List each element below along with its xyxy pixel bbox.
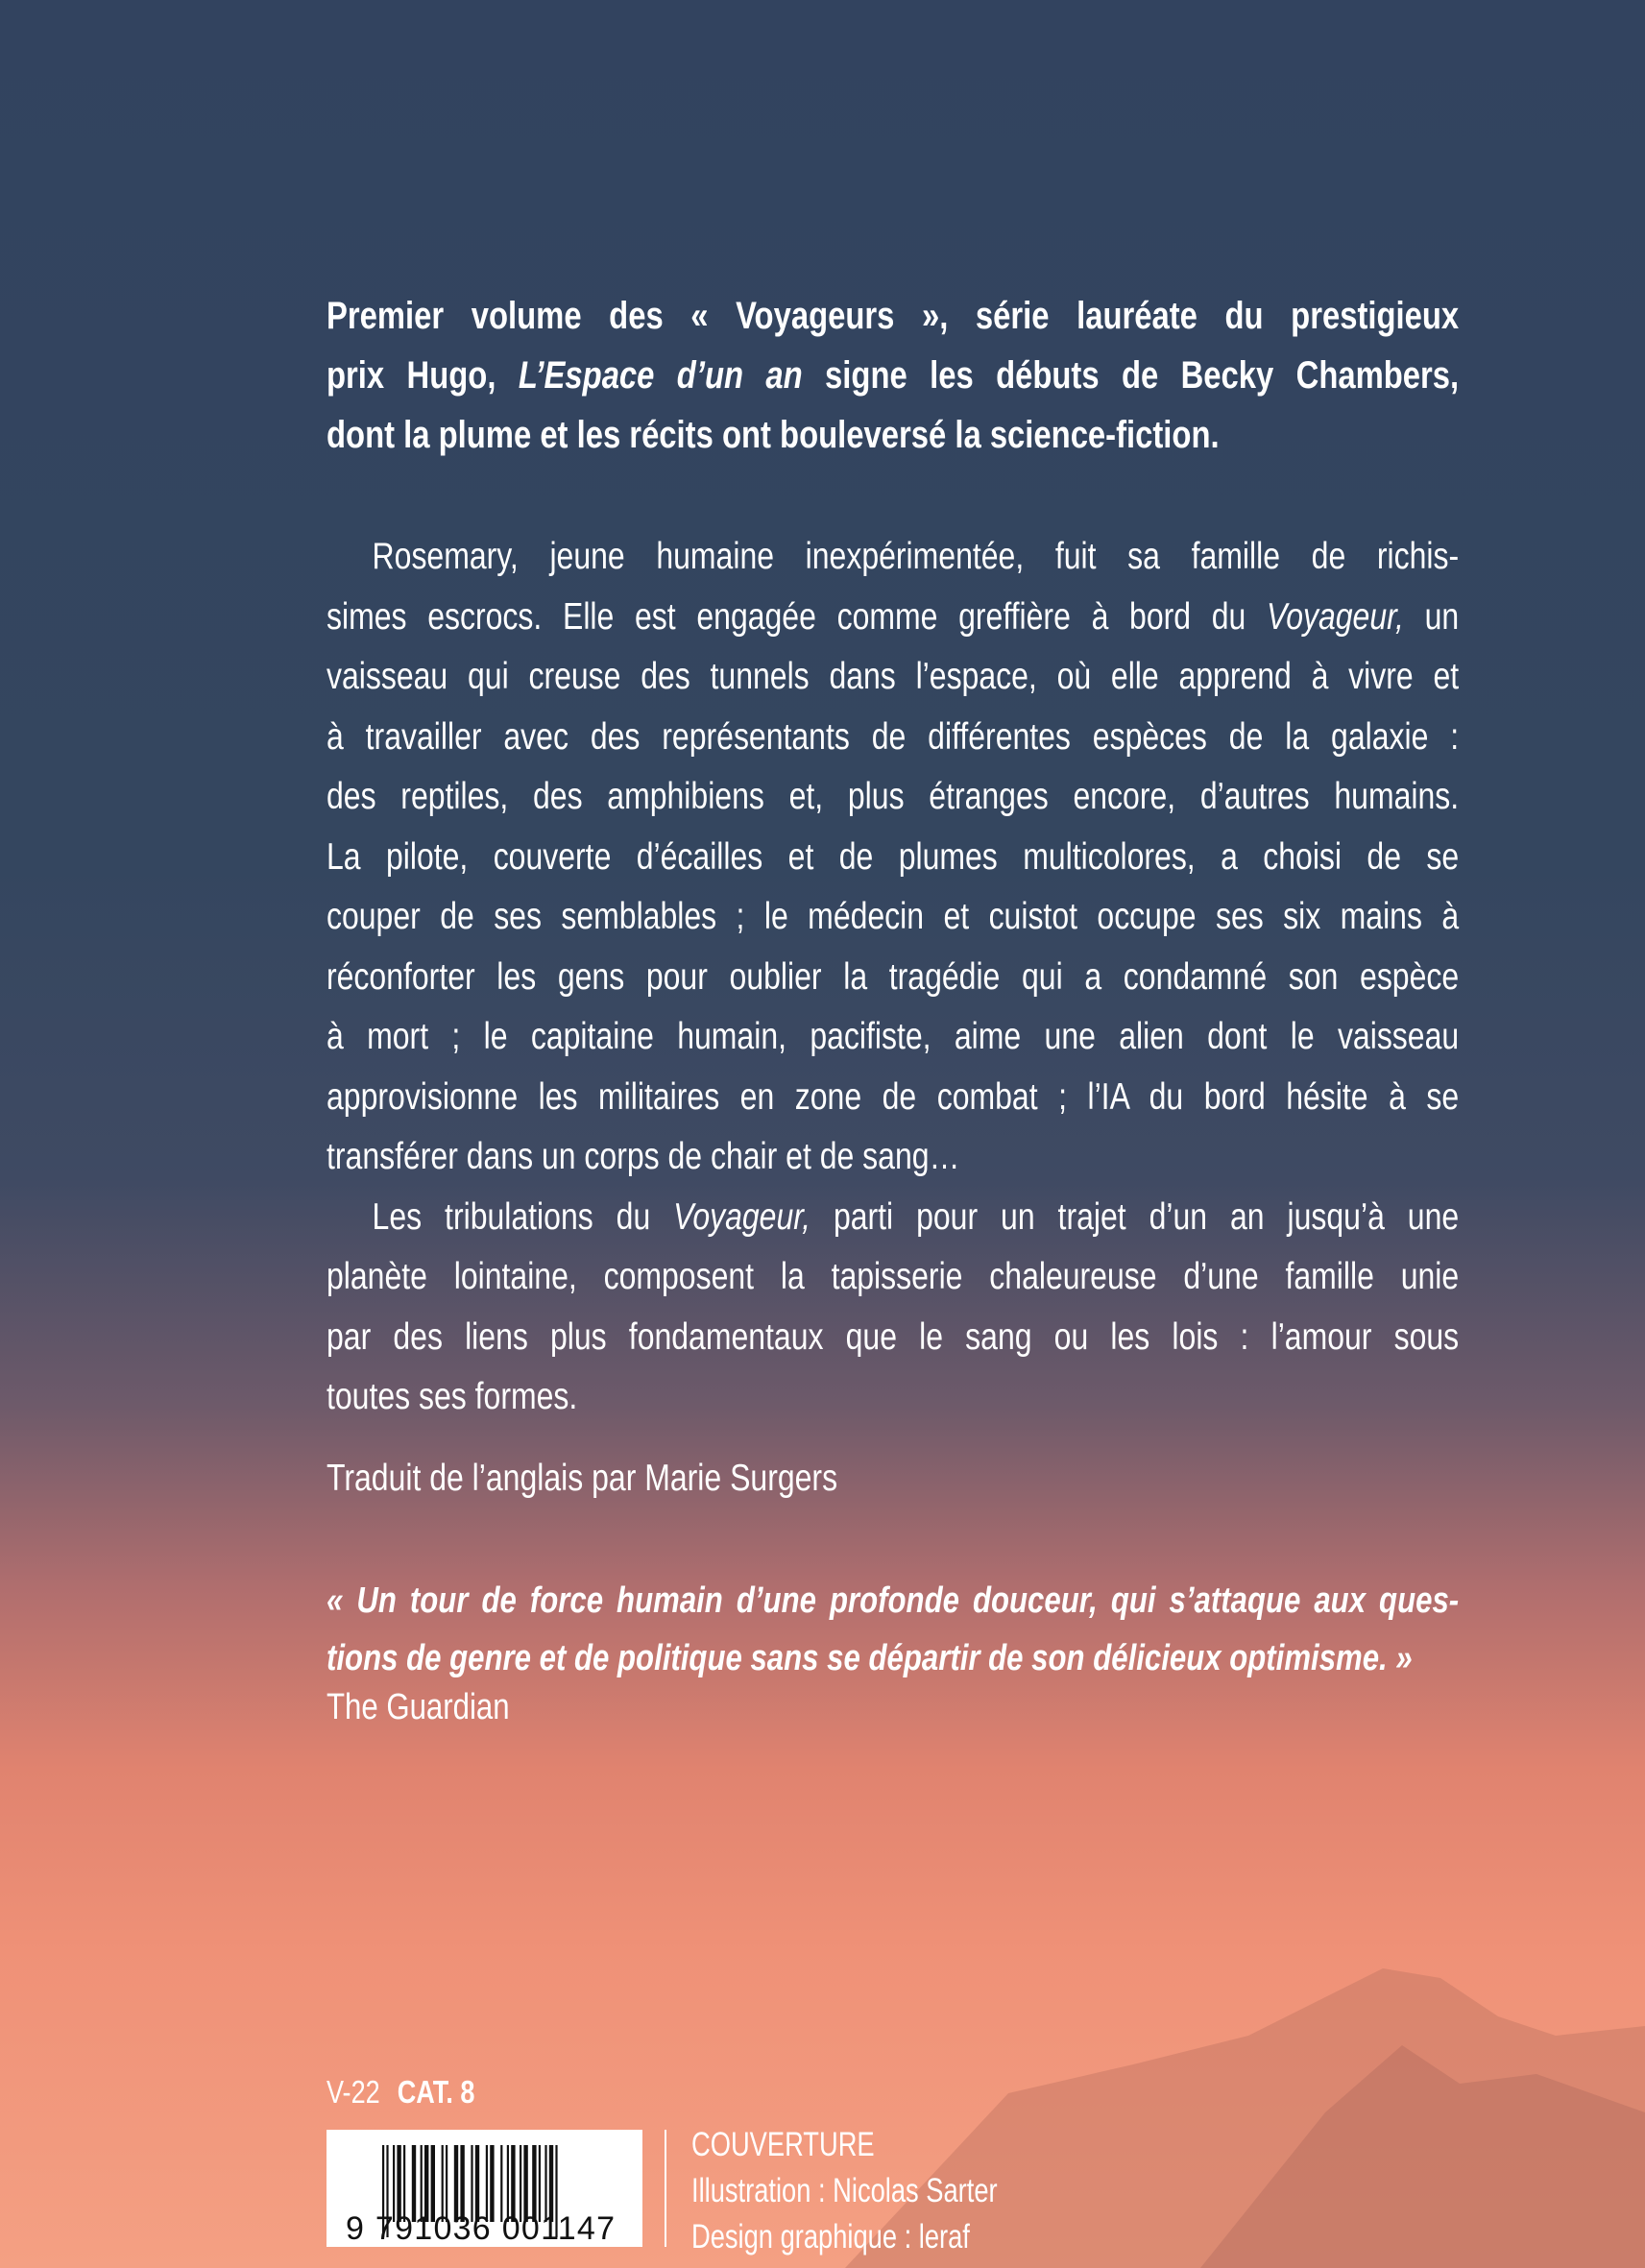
catalog-codes	[327, 2074, 474, 2111]
synopsis	[327, 527, 1459, 1428]
quote-source: The Guardian	[327, 1687, 510, 1727]
price-category: CAT. 8	[397, 2074, 475, 2110]
synopsis-line: transférer dans un corps de chair et de sang…	[327, 1136, 960, 1177]
quote-line: « Un tour de force humain d’une profonde douceur, qui s’attaque aux ques-	[327, 1580, 1460, 1621]
press-quote	[327, 1572, 1459, 1727]
translator-text: Traduit de l’anglais par Marie Surgers	[327, 1458, 838, 1499]
synopsis-line: vaisseau qui creuse des tunnels dans l’espace, où elle apprend à vivre et	[327, 656, 1460, 697]
synopsis-line: toutes ses formes.	[327, 1376, 578, 1417]
synopsis-line: des reptiles, des amphibiens et, plus étranges encore, d’autres humains.	[327, 776, 1460, 817]
synopsis-line: Rosemary, jeune humaine inexpérimentée, fuit sa famille de richis-	[372, 536, 1460, 577]
synopsis-line: à mort ; le capitaine humain, pacifiste, aime une alien dont le vaisseau	[327, 1016, 1460, 1057]
design-credit: Design graphique : leraf	[691, 2218, 970, 2256]
synopsis-line: à travailler avec des représentants de différentes espèces de la galaxie :	[327, 715, 1460, 758]
divider	[665, 2130, 666, 2247]
intro-line: dont la plume et les récits ont bouleversé la science-fiction.	[327, 414, 1220, 456]
synopsis-line: La pilote, couverte d’écailles et de plumes multicolores, a choisi de se	[327, 835, 1460, 878]
series-code: V-22	[327, 2074, 380, 2110]
isbn-number: 9 791036 001147	[346, 2210, 615, 2247]
credits-heading: COUVERTURE	[691, 2126, 875, 2163]
cover-credits	[691, 2122, 998, 2260]
translator-credit	[327, 1449, 1459, 1509]
synopsis-line: planète lointaine, composent la tapisserie chaleureuse d’une famille unie	[327, 1256, 1460, 1297]
synopsis-line: couper de ses semblables ; le médecin et cuistot occupe ses six mains à	[327, 896, 1460, 937]
intro-line: Premier volume des « Voyageurs », série lauréate du prestigieux	[327, 295, 1460, 337]
illustration-credit: Illustration : Nicolas Sarter	[691, 2172, 998, 2209]
synopsis-line: simes escrocs. Elle est engagée comme greffière à bord du Voyageur, un	[327, 595, 1460, 638]
isbn-barcode	[327, 2130, 642, 2247]
intro-line: prix Hugo, L’Espace d’un an signe les débuts de Becky Chambers,	[327, 354, 1460, 397]
synopsis-line: Les tribulations du Voyageur, parti pour un trajet d’un an jusqu’à une	[372, 1195, 1460, 1238]
synopsis-line: approvisionne les militaires en zone de combat ; l’IA du bord hésite à se	[327, 1075, 1460, 1118]
synopsis-line: réconforter les gens pour oublier la tragédie qui a condamné son espèce	[327, 955, 1460, 998]
synopsis-line: par des liens plus fondamentaux que le sang ou les lois : l’amour sous	[327, 1315, 1460, 1358]
intro-paragraph	[327, 286, 1459, 465]
quote-line: tions de genre et de politique sans se départir de son délicieux optimisme. »	[327, 1638, 1413, 1678]
